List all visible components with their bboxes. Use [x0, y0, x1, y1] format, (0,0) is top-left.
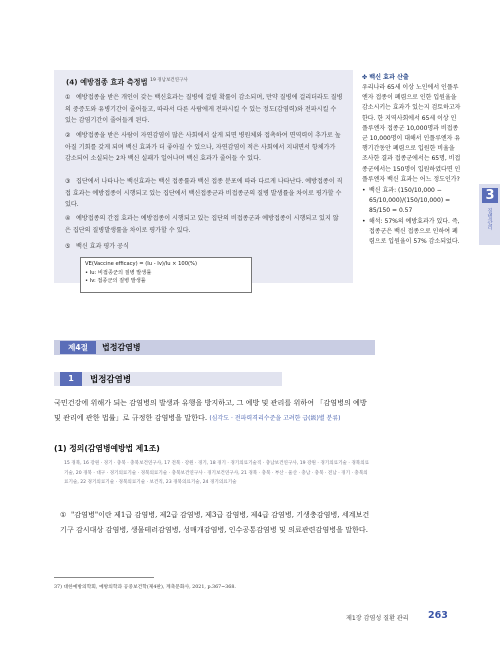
subsection-title: 법정감염병: [90, 375, 132, 385]
sidebar-note: [362, 72, 462, 247]
box-item-2: ② 예방접종을 받은 사람이 자연감염이 많은 사회에서 살게 되면 병원체와 접촉하여 면역력이 추가로 높아질 기회를 갖게 되며 백신 효과가 더 좋아질 수 있으나, 자연감염이 적은 사회에서 지내면서 항체가가 감소되어 소실되는 2차 백신 실패가 일어나며 백신 효과가 줄어들 수 있다.: [65, 132, 341, 162]
box-item-5: ⑤ 백신 효과 평가 공식: [65, 243, 129, 250]
paragraph-note: (심각도 · 전파력격리수준을 고려한 급(級)별 분류): [209, 414, 341, 422]
exam-citation: 15 경북, 16 강원 · 경기 · 충북 · 충북보건연구사, 17 전북 · 강원 · 경기, 18 경기 · 경기의료기술직 · 충남보건연구사, 19 강원 · 경기의료기술 · 경북의료기술, 20 경북 · 대구 · 경기의료기술 · 경북의료기술 · 충북보건연구사 · 경기보건연구사, 21 경북 · 충북 · 부산 · 울산 · 충남 · 충북 · 전남 · 경기 · 충북의료기술, 22 경기의료기술 · 경북의료기술 · 보건직, 23 경북의료기술, 24 경기의료기술: [64, 461, 370, 486]
sidebar-list: [362, 186, 462, 247]
section-title: 법정감염병: [102, 343, 141, 352]
formula-legend-iv: • Iv: 접종군의 질병 발생률: [85, 278, 146, 284]
section-header: [54, 340, 375, 355]
chapter-tab-number: 3: [482, 188, 498, 203]
formula-legend-iu: • Iu: 비접종군의 질병 발생률: [85, 269, 152, 276]
definition-heading: (1) 정의(감염병예방법 제1조): [54, 444, 160, 453]
body-paragraph: 국민건강에 위해가 되는 감염병의 발생과 유행을 방지하고, 그 예방 및 관리를 위하여 「감염병의 예방 및 관리에 관한 법률」로 규정한 감염병을 말한다. (심각도 · 전파력격리수준을 고려한 급(級)별 분류): [54, 398, 367, 422]
box-item-1: ① 예방접종을 받은 개인이 갖는 백신효과는 질병에 걸릴 확률이 감소되며, 만약 질병에 걸리더라도 질병의 중증도와 유병기간이 줄어들고, 따라서 다른 사람에게 전파시킬 수 있는 정도(감염력)와 전파시킬 수 있는 감염기간이 줄어들게 된다.: [65, 94, 343, 124]
chapter-tab: [479, 184, 500, 245]
footnote: 37) 대한예방의학회, 예방의학과 공중보건학(제4판), 계축문화사, 2021, p.367~368.: [54, 585, 236, 590]
box-item-4: ④ 예방접종의 간접 효과는 예방접종이 시행되고 있는 집단의 비접종군과 예방접종이 시행되고 있지 않은 집단의 질병발생률을 차이로 평가할 수 있다.: [65, 215, 339, 234]
sidebar-title: ✤ 백신 효과 산출: [362, 74, 409, 81]
list-item: • 해석: 57%의 예방효과가 있다. 즉, 접종군은 백신 접종으로 인하여 폐렴으로 입원율이 57% 감소되었다.: [362, 217, 462, 248]
section-badge: 제4절: [60, 341, 96, 354]
page-number: 263: [428, 610, 448, 621]
subsection-header: [54, 372, 282, 386]
list-item: • 백신 효과: (150/10,000 − 65/10,000)/(150/10,000) = 85/150 = 0.57: [362, 186, 462, 217]
info-box: [54, 70, 353, 283]
footnote-divider: [54, 577, 154, 578]
subsection-number: 1: [60, 372, 82, 386]
box-item-3: ③ 집단에서 나타나는 백신효과는 백신 접종률과 백신 접종 분포에 따라 다르게 나타난다. 예방접종이 직접 효과는 예방접종이 시행되고 있는 집단에서 백신접종군과 비접종군의 질병 발생률을 차이로 평가할 수 있다.: [65, 178, 343, 208]
box-title: (4) 예방접종 효과 측정법 $^{19 경남보건연구사}$: [66, 77, 188, 87]
formula-line: VE(Vaccine efficacy) = (Iu - Iv)/Iu × 100(%): [85, 261, 197, 267]
running-header: 제1장 감염성 질환 관리: [346, 615, 409, 622]
sidebar-body: 우리나라 65세 이상 노인에서 인플루엔자 접종이 폐렴으로 인한 입원율을 감소시키는 효과가 있는지 검토하고자 한다. 한 지역사회에서 65세 이상 인플루엔자 접종군 10,000명과 비접종군 10,000명이 대해서 인플루엔자 유행기간동안 폐렴으로 입원한 비율을 조사한 결과 접종군에서는 65명, 비접종군에서는 150명이 입원하였다면 인플루엔자 백신 효과는 어느 정도인가?: [362, 84, 461, 183]
chapter-tab-label: 질병관리: [486, 208, 492, 230]
definition-item: ① "감염병"이란 제1급 감염병, 제2급 감염병, 제3급 감염병, 제4급 감염병, 기생충감염병, 세계보건기구 감시대상 감염병, 생물테러감염병, 성매개감염병, 인수공통감염병 및 의료관련감염병을 말한다.: [60, 510, 370, 534]
formula-box: [80, 257, 252, 293]
box-title-footnote: 19 경남보건연구사: [150, 78, 188, 83]
